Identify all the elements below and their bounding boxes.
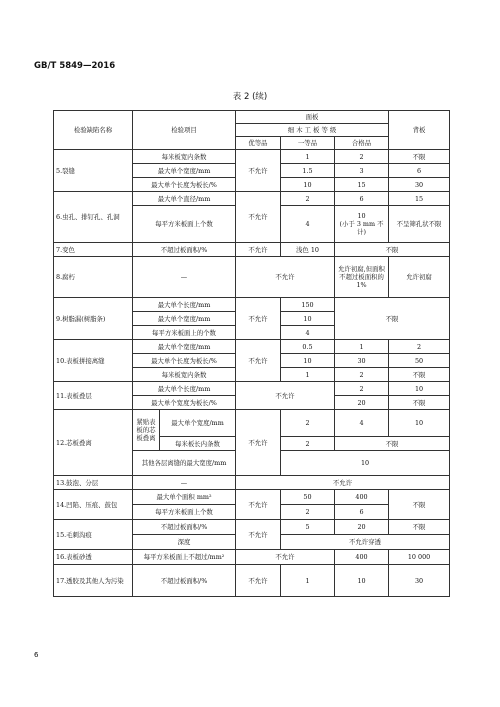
table-row — [54, 520, 450, 535]
first-cell: 4 — [281, 206, 335, 243]
back-cell: 不限 — [389, 150, 450, 164]
item-cell: — — [133, 257, 236, 298]
item-cell: 最大单个宽度/mm — [133, 164, 236, 178]
excellent-cell: 不允许 — [236, 565, 281, 597]
qualified-cell: 10 — [335, 565, 389, 597]
excellent-first-cell: 不允许 — [236, 257, 335, 298]
item-cell: 每米板宽内条数 — [133, 150, 236, 164]
back-cell: 不限 — [389, 490, 450, 520]
first-cell: 1 — [281, 368, 335, 382]
excellent-cell: 不允许 — [236, 192, 281, 243]
back-cell: 2 — [389, 340, 450, 354]
first-cell: 0.5 — [281, 340, 335, 354]
qualified-cell: 2 — [335, 150, 389, 164]
page-number: 6 — [34, 651, 39, 659]
qualified-cell: 6 — [335, 192, 389, 206]
back-cell: 不限 — [389, 396, 450, 410]
qualified-cell: 400 — [335, 550, 389, 565]
back-cell: 10 — [389, 410, 450, 437]
first-cell: 10 — [281, 354, 335, 368]
excellent-cell: 不允许 — [236, 490, 281, 520]
col-first-header: 一等品 — [281, 137, 335, 150]
col-excellent-header: 优等品 — [236, 137, 281, 150]
item-cell: 最大单个长度/mm — [133, 382, 236, 396]
first-cell: 150 — [281, 298, 335, 312]
back-cell: 不限 — [389, 520, 450, 535]
defect-resin: 9.树脂漏(树脂条) — [54, 298, 133, 340]
first-cell: 10 — [281, 312, 335, 326]
col-defect-header: 检验缺陷名称 — [54, 111, 133, 150]
item-cell: 每米板宽内条数 — [133, 368, 236, 382]
first-cell: 1.5 — [281, 164, 335, 178]
table-row — [54, 150, 450, 164]
item-cell: 最大单个长度为板长/% — [133, 178, 236, 192]
back-cell: 30 — [389, 178, 450, 192]
item-cell: 最大单个宽度/mm — [133, 340, 236, 354]
back-cell: 10 — [389, 382, 450, 396]
item-cell: 最大单个长度为板长/% — [133, 354, 236, 368]
table-row — [54, 476, 450, 490]
defect-dent: 14.凹陷、压痕、鼓包 — [54, 490, 133, 520]
qualified-cell: 15 — [335, 178, 389, 192]
defect-decay: 8.腐朽 — [54, 257, 133, 298]
item-cell: 不超过板面积/% — [133, 243, 236, 257]
back-cell: 30 — [389, 565, 450, 597]
qualified-back-cell: 不限 — [335, 243, 450, 257]
qualified-cell: 4 — [335, 410, 389, 437]
defect-bubble: 13.鼓泡、分层 — [54, 476, 133, 490]
panel-header: 面板 — [236, 111, 389, 124]
header-row — [54, 111, 450, 124]
table-row — [54, 257, 450, 298]
table-row — [54, 192, 450, 206]
excellent-cell: 不允许 — [236, 298, 281, 340]
grade-header: 细 木 工 板 等 级 — [236, 124, 389, 137]
table-row — [54, 340, 450, 354]
item-cell: 最大单个宽度/mm — [160, 410, 236, 437]
qualified-cell: 2 — [335, 368, 389, 382]
first-cell: 4 — [281, 326, 335, 340]
standard-number: GB/T 5849—2016 — [34, 61, 116, 71]
first-cell: 2 — [281, 192, 335, 206]
back-cell: 50 — [389, 354, 450, 368]
qualified-cell: 400 — [335, 490, 389, 505]
item-cell: 每平方米板面上的个数 — [133, 326, 236, 340]
qualified-cell: 2 — [335, 382, 389, 396]
defect-core: 12.芯板叠离 — [54, 410, 133, 476]
qualified-back-cell: 不限 — [335, 298, 450, 340]
item-cell: 不超过板面积/% — [133, 520, 236, 535]
item-cell: 其他各层离缝的最大宽度/mm — [133, 451, 236, 476]
back-cell: 允许初腐 — [389, 257, 450, 298]
defect-overlap: 11.表板叠层 — [54, 382, 133, 410]
first-cell: 2 — [281, 505, 335, 520]
first-cell: 1 — [281, 565, 335, 597]
first-cell: 浅色 10 — [281, 243, 335, 257]
qualified-cell — [335, 206, 389, 243]
back-cell: 6 — [389, 164, 450, 178]
table-row — [54, 490, 450, 505]
defect-crack: 5.裂缝 — [54, 150, 133, 192]
col-back-header: 背板 — [389, 111, 450, 150]
defect-burr: 15.毛刺沟痕 — [54, 520, 133, 550]
qualified-cell: 20 — [335, 520, 389, 535]
table-title: 表 2 (续) — [232, 92, 268, 102]
qualified-cell: 30 — [335, 354, 389, 368]
item-cell: 最大单个长度/mm — [133, 298, 236, 312]
excellent-cell: 不允许 — [236, 150, 281, 192]
back-cell: 不呈筛孔状不限 — [389, 206, 450, 243]
table-row — [54, 298, 450, 312]
table-row — [54, 565, 450, 597]
qualified-value: 10 — [357, 212, 366, 220]
defect-sand: 16.表板砂透 — [54, 550, 133, 565]
table-row — [54, 382, 450, 396]
back-cell: 15 — [389, 192, 450, 206]
excellent-cell: 不允许 — [236, 340, 281, 382]
excellent-cell: 不允许 — [236, 520, 281, 550]
first-qualified-back-cell: 10 — [281, 451, 450, 476]
all-grades-cell: 不允许 — [236, 476, 450, 490]
col-qualified-header: 合格品 — [335, 137, 389, 150]
qualified-note: (小于 3 mm 不计) — [339, 220, 384, 236]
first-cell: 2 — [281, 437, 335, 451]
defect-discolor: 7.变色 — [54, 243, 133, 257]
table-row — [54, 410, 450, 437]
first-cell: 2 — [281, 410, 335, 437]
item-cell: 最大单个宽度/mm — [133, 312, 236, 326]
defect-limits-table — [53, 110, 450, 597]
item-cell: 每米板长内条数 — [160, 437, 236, 451]
item-cell: — — [133, 476, 236, 490]
qualified-back-cell: 不限 — [335, 437, 450, 451]
excellent-first-cell: 不允许 — [236, 550, 335, 565]
excellent-cell: 不允许 — [236, 243, 281, 257]
sub-item-cell: 紧贴表板的芯板叠离 — [133, 410, 160, 451]
item-cell: 每平方米板面上个数 — [133, 505, 236, 520]
item-cell: 最大单个宽度为板长/% — [133, 396, 236, 410]
col-item-header: 检验项目 — [133, 111, 236, 150]
qualified-cell: 6 — [335, 505, 389, 520]
qualified-cell: 3 — [335, 164, 389, 178]
item-cell: 不超过板面积/% — [133, 565, 236, 597]
table-row — [54, 550, 450, 565]
excellent-first-cell: 不允许 — [236, 382, 335, 410]
defect-joint: 10.表板拼接离缝 — [54, 340, 133, 382]
excellent-cell: 不允许 — [236, 410, 281, 476]
item-cell: 深度 — [133, 535, 236, 550]
item-cell: 最大单个直径/mm — [133, 192, 236, 206]
back-cell: 10 000 — [389, 550, 450, 565]
item-cell: 最大单个面积 mm² — [133, 490, 236, 505]
first-qualified-back-cell: 不允许穿透 — [281, 535, 450, 550]
first-cell: 10 — [281, 178, 335, 192]
back-cell: 不限 — [389, 368, 450, 382]
item-cell: 每平方米板面上个数 — [133, 206, 236, 243]
qualified-cell: 允许初腐,但面积不超过板面积的 1% — [335, 257, 389, 298]
qualified-cell: 1 — [335, 340, 389, 354]
first-cell: 50 — [281, 490, 335, 505]
first-cell: 1 — [281, 150, 335, 164]
qualified-cell: 20 — [335, 396, 389, 410]
item-cell: 每平方米板面上不超过/mm² — [133, 550, 236, 565]
defect-stain: 17.透胶及其他人为污染 — [54, 565, 133, 597]
first-cell: 5 — [281, 520, 335, 535]
defect-holes: 6.虫孔、排钉孔、孔洞 — [54, 192, 133, 243]
table-row — [54, 243, 450, 257]
